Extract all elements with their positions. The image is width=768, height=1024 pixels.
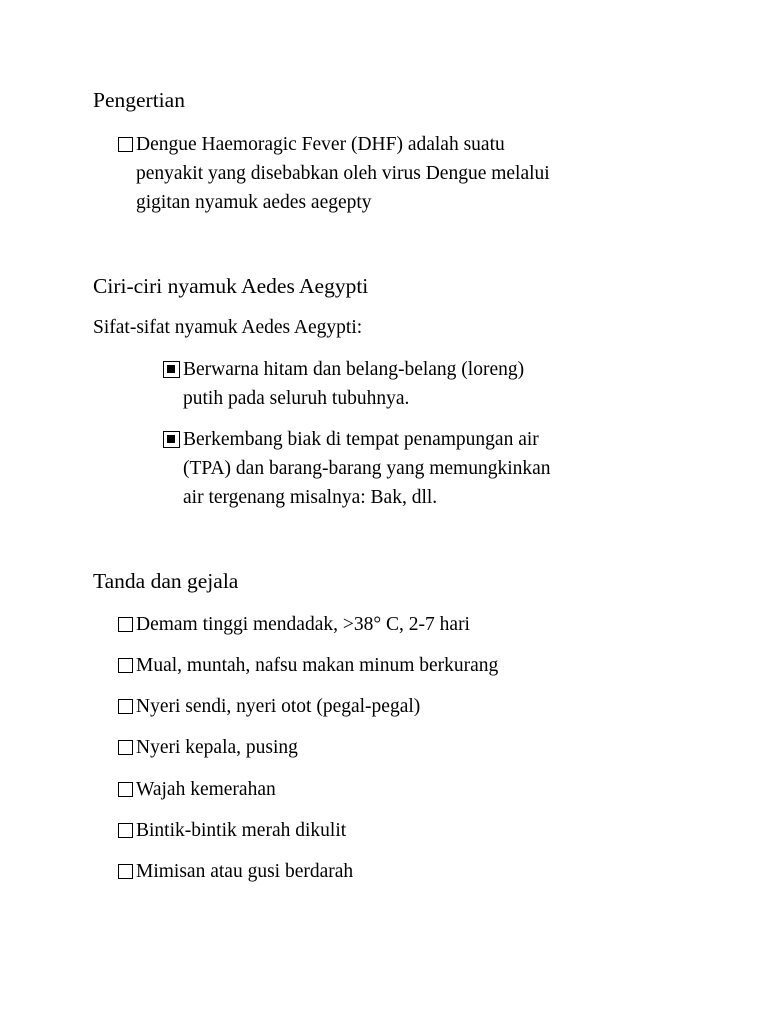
list-item-text: Mimisan atau gusi berdarah (136, 861, 354, 882)
list-item (163, 425, 551, 512)
filled-square-bullet-icon (163, 361, 180, 378)
list-item (118, 651, 498, 680)
list-item-text: Wajah kemerahan (136, 779, 276, 800)
list-item-text: Mual, muntah, nafsu makan minum berkurang (136, 655, 499, 676)
list-item (118, 610, 470, 639)
checkbox-bullet-icon (118, 658, 133, 673)
list-item-text: Berkembang biak di tempat penampungan air (TPA) dan barang-barang yang memungkinkan air tergenang misalnya: Bak, dll. (183, 429, 551, 508)
checkbox-bullet-icon (118, 823, 133, 838)
list-item (118, 816, 346, 845)
checkbox-bullet-icon (118, 864, 133, 879)
list-item (118, 692, 420, 721)
list-item (118, 130, 550, 217)
list-item-text: Dengue Haemoragic Fever (DHF) adalah suatu penyakit yang disebabkan oleh virus Dengue melalui gigitan nyamuk aedes aegepty (136, 134, 550, 213)
filled-square-bullet-icon (163, 431, 180, 448)
list-item-text: Demam tinggi mendadak, >38° C, 2-7 hari (136, 614, 470, 635)
list-item (118, 857, 353, 886)
checkbox-bullet-icon (118, 617, 133, 632)
checkbox-bullet-icon (118, 137, 133, 152)
list-item-text: Berwarna hitam dan belang-belang (loreng) putih pada seluruh tubuhnya. (183, 359, 525, 409)
list-item-text: Nyeri sendi, nyeri otot (pegal-pegal) (136, 696, 421, 717)
list-item (118, 733, 298, 762)
section-heading-ciri-ciri: Ciri-ciri nyamuk Aedes Aegypti (93, 274, 369, 298)
list-item (163, 355, 524, 413)
checkbox-bullet-icon (118, 740, 133, 755)
checkbox-bullet-icon (118, 782, 133, 797)
list-item (118, 775, 276, 804)
list-item-text: Bintik-bintik merah dikulit (136, 820, 347, 841)
checkbox-bullet-icon (118, 699, 133, 714)
list-item-text: Nyeri kepala, pusing (136, 737, 298, 758)
subheading-sifat-sifat: Sifat-sifat nyamuk Aedes Aegypti: (93, 317, 363, 338)
section-heading-pengertian: Pengertian (93, 88, 185, 112)
section-heading-tanda-dan-gejala: Tanda dan gejala (93, 569, 239, 593)
